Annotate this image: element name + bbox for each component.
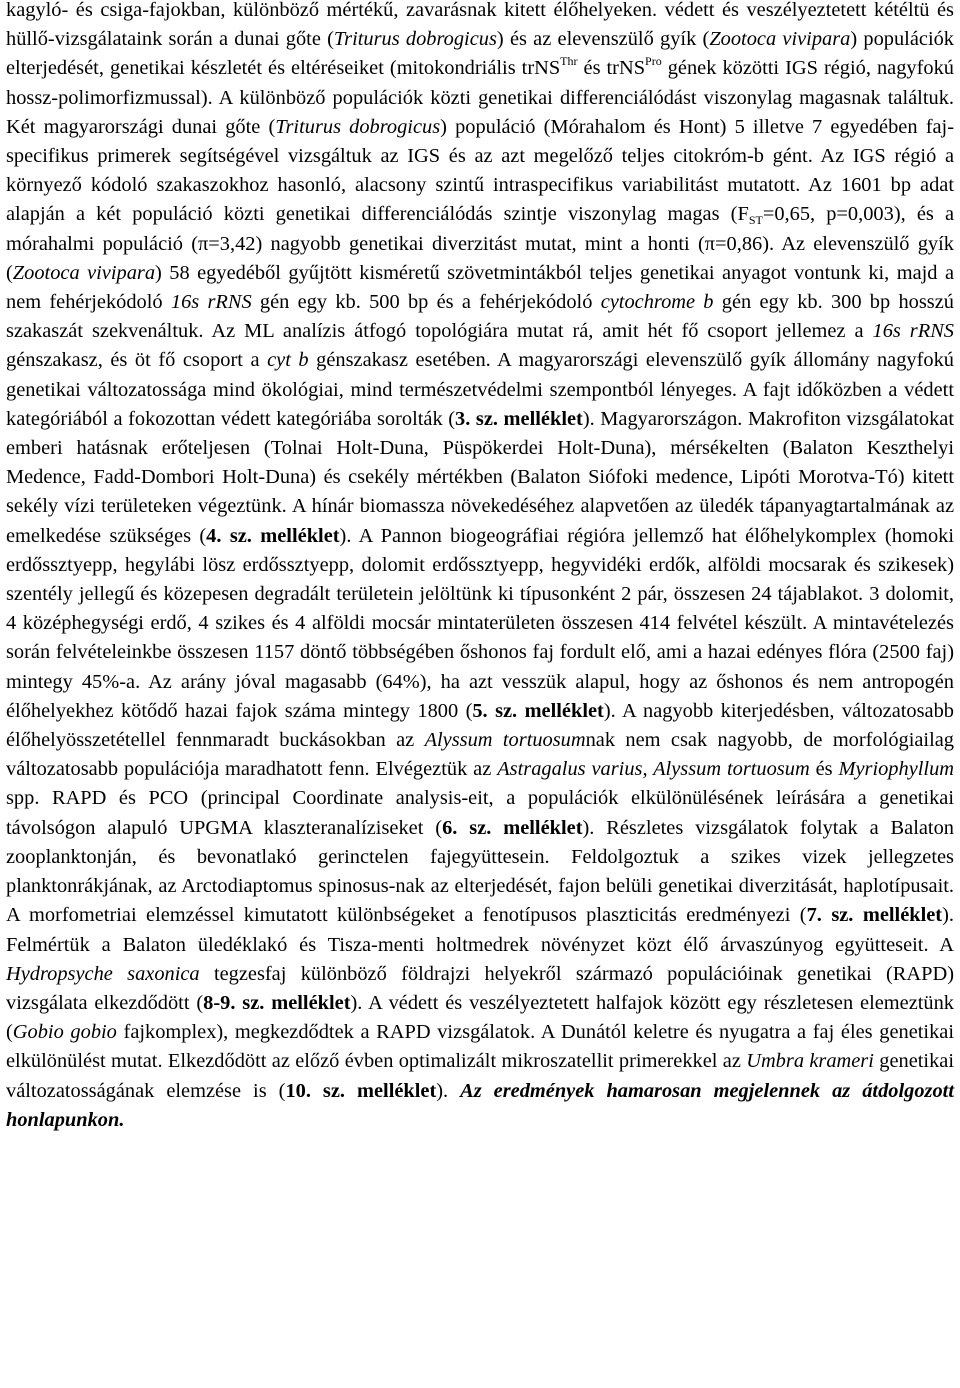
text-run: ).: [436, 1079, 461, 1102]
italic-run: 16s rRNS: [872, 320, 954, 343]
text-run: és: [809, 758, 839, 781]
text-run: ) és az elevenszülő gyík (: [496, 28, 710, 51]
bold-run: 5. sz. melléklet: [472, 699, 604, 722]
bold-run: 6. sz. melléklet: [442, 816, 583, 839]
text-run: ) populációk elterjedését, genetikai készletét és eltéréseiket (mitokondriális trNS: [6, 28, 954, 80]
text-run: kagyló- és csiga-fajokban, különböző mértékű, zavarásnak kitett élőhelyeken. védett és veszélyeztetett kétéltü és hüllő-vizsgálataink során a dunai gőte (: [6, 0, 954, 51]
italic-run: Umbra krameri: [746, 1050, 874, 1073]
italic-run: 16s rRNS: [170, 291, 252, 314]
bold-run: 7. sz. melléklet: [806, 904, 943, 927]
italic-run: Astragalus varius, Alyssum tortuosum: [497, 758, 810, 781]
italic-run: Zootoca vivipara: [709, 28, 851, 51]
bold-run: 8-9. sz. melléklet: [203, 991, 351, 1014]
text-run: ). Magyarországon. Makrofiton vizsgálatokat emberi hatásnak erőteljesen (Tolnai Holt-Duna, Püspökerdei Holt-Duna), mérsékelten (Balaton Keszthelyi Medence, Fadd-Dombori Holt-Duna) és csekély mértékben (Balaton Siófoki medence, Lipóti Morotva-Tó) kitett sekély vízi területeken végeztünk. A hínár biomassza növekedéséhez alapvetően az üledék tápanyagtartalmának az emelkedése szükséges (: [6, 407, 955, 547]
bold-run: 4. sz. melléklet: [206, 524, 340, 547]
text-run: tegzesfaj különböző földrajzi helyekről származó populációinak genetikai (RAPD) vizsgálata elkezdődött (: [6, 962, 954, 1014]
text-run: gén egy kb. 300 bp hosszú szakaszát szekvenáltuk. Az ML analízis átfogó topológiára mutat rá, amit hét fő csoport jellemez a: [6, 291, 954, 343]
text-run: ). A Pannon biogeográfiai régióra jellemző hat élőhelykomplex (homoki erdőssztyepp, hegylábi lösz erdőssztyepp, dolomit erdőssztyepp, hegyvidéki erdők, alföldi mocsarak és szikesek) szentély jellegű és közepesen degradált területein jelöltünk ki típusonként 2 pár, összesen 24 tájablakot. 3 dolomit, 4 középhegységi erdő, 4 szikes és 4 alföldi mocsár mintaterületen összesen 414 felvétel készült. A mintavételezés során felvételeinkbe összesen 1157 döntő többségében őshonos faj fordult elő, ami a hazai edényes flóra (2500 faj) mintegy 45%-a. Az arány jóval magasabb (64%), ha azt vesszük alapul, hogy az őshonos és nem antropogén élőhelyekhez kötődő hazai fajok száma mintegy 1800 (: [6, 524, 955, 722]
text-run: génszakasz, és öt fő csoport a: [6, 349, 268, 372]
text-run: ). Felmértük a Balaton üledéklakó és Tisza-menti holtmedrek növényzet közt élő árvaszúnyog együtteseit. A: [6, 904, 954, 956]
text-run: génszakasz esetében. A magyarországi elevenszülő gyík állomány nagyfokú genetikai változatossága mind ökológiai, mind természetvédelmi szempontból lényeges. A fajt időközben a védett kategóriából a fokozottan védett kategóriába sorolták (: [6, 349, 955, 430]
italic-run: Hydropsyche saxonica: [6, 962, 200, 985]
text-run: spp. RAPD és PCO (principal Coordinate analysis-eit, a populációk elkülönülésének leírására a genetikai távolsógon alapuló UPGMA klaszteranalíziseket (: [6, 787, 954, 839]
text-run: gének közötti IGS régió, nagyfokú hossz-polimorfizmussal). A különböző populációk közti genetikai differenciálódást viszonylag magasnak találtuk. Két magyarországi dunai gőte (: [6, 57, 954, 138]
italic-run: cytochrome b: [600, 291, 714, 314]
bold-italic-run: Az eredmények hamarosan megjelennek az átdolgozott honlapunkon.: [6, 1079, 954, 1131]
text-run: ). Részletes vizsgálatok folytak a Balaton zooplanktonján, és bevonatlakó gerinctelen fajegyüttesein. Feldolgoztuk a szikes vizek jellegzetes planktonrákjának, az Arctodiaptomus spinosus-nak az elterjedését, fajon belüli genetikai diverzitását, haplotípusait. A morfometriai elemzéssel kimutatott különbségeket a fenotípusos plaszticitás eredményezi (: [6, 816, 954, 927]
superscript: Thr: [560, 54, 578, 69]
superscript: Pro: [645, 54, 662, 69]
italic-run: Triturus dobrogicus: [275, 115, 441, 138]
italic-run: Alyssum tortuosum: [424, 729, 586, 752]
italic-run: Gobio gobio: [12, 1021, 117, 1044]
text-run: fajkomplex), megkezdődtek a RAPD vizsgálatok. A Dunától keletre és nyugatra a faj éles genetikai elkülönülést mutat. Elkezdődött az előző évben optimalizált mikroszatellit primerekkel az: [6, 1021, 954, 1073]
body-paragraph: [6, 0, 954, 1135]
text-run: és trNS: [577, 57, 646, 80]
text-run: ). A védett és veszélyeztetett halfajok között egy részletesen elemeztünk (: [6, 991, 954, 1044]
subscript: ST: [748, 213, 763, 228]
bold-run: 10. sz. melléklet: [285, 1079, 437, 1102]
italic-run: Myriophyllum: [838, 758, 954, 781]
text-run: ). A nagyobb kiterjedésben, változatosabb élőhelyösszetétellel fennmaradt buckásokban az: [6, 699, 954, 752]
text-run: nak nem csak nagyobb, de morfológiailag változatosabb populációja maradhatott fenn. Elvégeztük az: [6, 729, 954, 781]
text-run: ) 58 egyedéből gyűjtött kisméretű szövetmintákból teljes genetikai anyagot vontunk ki, majd a nem fehérjekódoló: [6, 261, 955, 314]
italic-run: Triturus dobrogicus: [333, 28, 497, 51]
bold-run: 3. sz. melléklet: [455, 407, 583, 430]
italic-run: cyt b: [267, 349, 309, 372]
text-run: ) populáció (Mórahalom és Hont) 5 illetve 7 egyedében faj-specifikus primerek segítségével vizsgáltuk az IGS és az azt megelőző teljes citokróm-b gént. Az IGS régió a környező kódoló szakaszokhoz hasonló, alacsony szintű intraspecifikus variabilitást mutatott. Az 1601 bp adat alapján a két populáció közti genetikai differenciálódás szintje viszonylag magas (F: [6, 115, 954, 226]
text-run: gén egy kb. 500 bp és a fehérjekódoló: [251, 291, 601, 314]
text-run: genetikai változatosságának elemzése is (: [6, 1050, 954, 1102]
text-run: =0,65, p=0,003), és a mórahalmi populáció (π=3,42) nagyobb genetikai diverzitást mutat, mint a honti (π=0,86). Az elevenszülő gyík (: [6, 203, 954, 284]
italic-run: Zootoca vivipara: [12, 261, 156, 284]
